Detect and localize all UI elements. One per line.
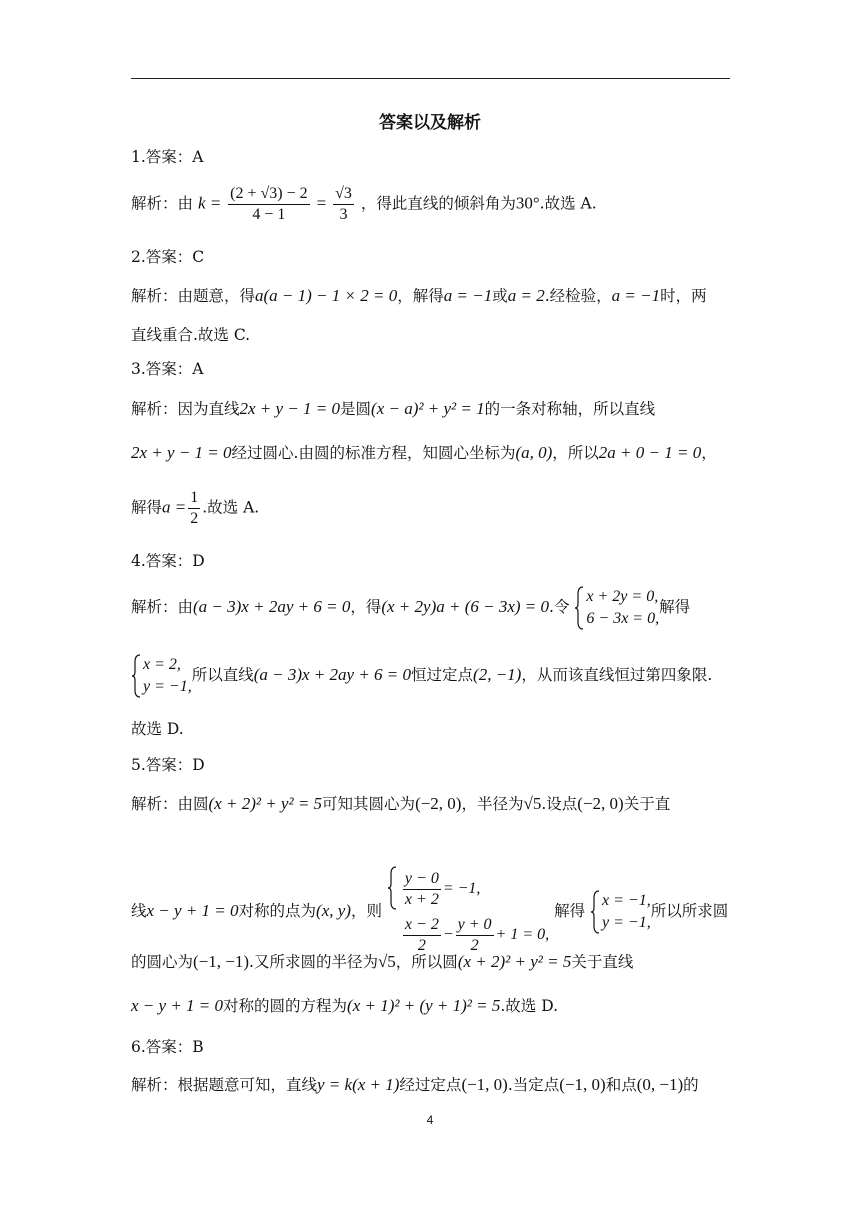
math: √5 bbox=[523, 794, 542, 813]
math: (x, y) bbox=[316, 901, 351, 920]
text: .令 bbox=[549, 598, 570, 616]
text: 解得 bbox=[554, 902, 586, 920]
text: ，则 bbox=[350, 902, 382, 920]
equation-row: x = 2, bbox=[143, 656, 181, 673]
denominator: 2 bbox=[417, 936, 426, 954]
math: (x + 2y)a + (6 − 3x) = 0 bbox=[381, 597, 550, 616]
brace-icon bbox=[387, 866, 397, 910]
math: (2, −1) bbox=[473, 665, 522, 684]
math: y = k(x + 1) bbox=[317, 1075, 400, 1094]
math: 30° bbox=[515, 193, 540, 213]
brace-icon bbox=[574, 586, 584, 630]
q4-solution-line1 bbox=[131, 586, 690, 630]
numerator: y − 0 bbox=[403, 869, 441, 890]
text: ， bbox=[701, 444, 717, 462]
header-rule bbox=[131, 78, 730, 79]
math: (0, −1) bbox=[636, 1075, 684, 1094]
math: (a − 3)x + 2ay + 6 = 0 bbox=[193, 597, 351, 616]
numerator: (2 + √3) − 2 bbox=[228, 184, 309, 205]
denominator: x + 2 bbox=[404, 890, 439, 908]
numerator: √3 bbox=[333, 184, 354, 205]
equation-system bbox=[590, 890, 651, 934]
text: 的 bbox=[683, 1076, 699, 1094]
math: (−1, 0) bbox=[559, 1075, 606, 1094]
q6-solution-line1 bbox=[131, 1074, 699, 1096]
math: (x + 2)² + y² = 5 bbox=[457, 952, 572, 971]
text: 所以直线 bbox=[191, 666, 254, 684]
equation-row: 6 − 3x = 0, bbox=[586, 610, 660, 627]
q2-solution-line1 bbox=[131, 285, 707, 307]
text: 恒过定点 bbox=[411, 666, 474, 684]
math: x − y + 1 = 0 bbox=[131, 996, 224, 1015]
math: (−1, −1) bbox=[193, 952, 250, 971]
denominator: 3 bbox=[339, 206, 348, 223]
q4-solution-line2 bbox=[131, 654, 712, 698]
math: √5 bbox=[377, 952, 396, 971]
text: 线 bbox=[131, 902, 147, 920]
text: .故选 A. bbox=[539, 194, 597, 213]
equation-system bbox=[387, 866, 549, 958]
math: (−2, 0) bbox=[577, 794, 624, 813]
text: ，得此直线的倾斜角为 bbox=[360, 194, 516, 213]
page-number: 4 bbox=[426, 1113, 434, 1127]
q1-solution bbox=[131, 184, 597, 225]
math: (x − a)² + y² = 1 bbox=[371, 399, 485, 418]
math: a = −1 bbox=[443, 286, 493, 305]
equation-row: x + 2y = 0, bbox=[586, 588, 659, 605]
q5-solution-line2 bbox=[131, 866, 728, 958]
text: ，从而该直线恒过第四象限. bbox=[521, 666, 713, 684]
q6-answer: 6.答案：B bbox=[131, 1038, 204, 1056]
text: 经过定点 bbox=[399, 1076, 462, 1094]
text: 时，两 bbox=[660, 287, 707, 305]
text: 的圆心为 bbox=[131, 953, 194, 971]
text: 可知其圆心为 bbox=[322, 795, 416, 813]
brace-icon bbox=[131, 654, 141, 698]
q4-answer: 4.答案：D bbox=[131, 552, 205, 570]
q3-answer: 3.答案：A bbox=[131, 360, 204, 378]
equation-row bbox=[401, 866, 549, 912]
equation-row: y = −1, bbox=[602, 914, 651, 931]
q4-solution-line3: 故选 D. bbox=[131, 720, 184, 738]
text: 解得 bbox=[131, 498, 163, 517]
q5-solution-line1 bbox=[131, 793, 670, 815]
text: ，所以 bbox=[552, 444, 599, 462]
text: 解析：由题意，得 bbox=[131, 287, 256, 305]
fraction bbox=[333, 184, 354, 225]
denominator: 4 − 1 bbox=[252, 206, 286, 223]
text: ，得 bbox=[350, 598, 382, 616]
math: = bbox=[316, 193, 327, 213]
text: .故选 D. bbox=[500, 997, 559, 1015]
numerator: x − 2 bbox=[403, 915, 441, 936]
math: a = bbox=[162, 497, 187, 517]
text: .又所求圆的半径为 bbox=[249, 953, 378, 971]
math: (−2, 0) bbox=[415, 794, 462, 813]
math: − bbox=[442, 926, 454, 943]
text: 解析：由圆 bbox=[131, 795, 209, 813]
text: 关于直线 bbox=[571, 953, 634, 971]
text: 解得 bbox=[659, 598, 691, 616]
math: 2a + 0 − 1 = 0 bbox=[598, 443, 702, 462]
denominator: 2 bbox=[470, 936, 479, 954]
text: 对称的点为 bbox=[238, 902, 317, 920]
math: (x + 1)² + (y + 1)² = 5 bbox=[347, 996, 501, 1015]
equation-row: x = −1, bbox=[602, 892, 651, 909]
text: 经过圆心.由圆的标准方程，知圆心坐标为 bbox=[231, 444, 516, 462]
equation-system bbox=[131, 654, 192, 698]
text: ，解得 bbox=[397, 287, 444, 305]
math: (a, 0) bbox=[515, 443, 553, 462]
text: 所以所求圆 bbox=[650, 902, 729, 920]
fraction bbox=[456, 915, 494, 956]
math: (−1, 0) bbox=[461, 1075, 508, 1094]
q3-solution-line2 bbox=[131, 442, 717, 464]
fraction bbox=[403, 915, 441, 956]
text: 解析：根据题意可知，直线 bbox=[131, 1076, 318, 1094]
text: .经检验， bbox=[544, 287, 612, 305]
text: .当定点 bbox=[507, 1076, 560, 1094]
text: 解析：由 bbox=[131, 598, 194, 616]
q3-solution-line3 bbox=[131, 488, 259, 529]
q1-answer: 1.答案：A bbox=[131, 148, 204, 166]
math: (x + 2)² + y² = 5 bbox=[208, 794, 323, 813]
numerator: 1 bbox=[188, 488, 200, 509]
fraction bbox=[188, 488, 200, 529]
text: .故选 A. bbox=[202, 498, 260, 517]
math: 2x + y − 1 = 0 bbox=[131, 443, 232, 462]
math: + 1 = 0, bbox=[495, 926, 550, 943]
math: 2x + y − 1 = 0 bbox=[239, 399, 341, 418]
q5-answer: 5.答案：D bbox=[131, 756, 205, 774]
q2-solution-line2: 直线重合.故选 C. bbox=[131, 326, 251, 344]
equation-system bbox=[574, 586, 659, 630]
text: 解析：因为直线 bbox=[131, 400, 240, 418]
math: (a − 3)x + 2ay + 6 = 0 bbox=[253, 665, 412, 684]
math: a = −1 bbox=[611, 286, 661, 305]
text: ，所以圆 bbox=[395, 953, 458, 971]
text: 或 bbox=[492, 287, 508, 305]
equation-row: y = −1, bbox=[143, 678, 192, 695]
q5-solution-line3 bbox=[131, 951, 633, 973]
fraction bbox=[228, 184, 309, 225]
math: a = 2 bbox=[507, 286, 545, 305]
q3-solution-line1 bbox=[131, 398, 655, 420]
text: .设点 bbox=[541, 795, 578, 813]
text: 解析：由 bbox=[131, 194, 194, 213]
text: 和点 bbox=[605, 1076, 637, 1094]
math: a(a − 1) − 1 × 2 = 0 bbox=[255, 286, 398, 305]
fraction bbox=[403, 869, 441, 910]
numerator: y + 0 bbox=[456, 915, 494, 936]
q5-solution-line4 bbox=[131, 995, 558, 1017]
denominator: 2 bbox=[190, 510, 199, 527]
text: 的一条对称轴，所以直线 bbox=[484, 400, 656, 418]
brace-icon bbox=[590, 890, 600, 934]
text: 对称的圆的方程为 bbox=[223, 997, 348, 1015]
math: = −1, bbox=[442, 880, 481, 897]
text: ，半径为 bbox=[461, 795, 524, 813]
page-title: 答案以及解析 bbox=[379, 113, 481, 133]
math: k = bbox=[197, 193, 222, 213]
text: 是圆 bbox=[340, 400, 372, 418]
q2-answer: 2.答案：C bbox=[131, 248, 205, 266]
text: 关于直 bbox=[623, 795, 671, 813]
math: x − y + 1 = 0 bbox=[146, 901, 239, 920]
